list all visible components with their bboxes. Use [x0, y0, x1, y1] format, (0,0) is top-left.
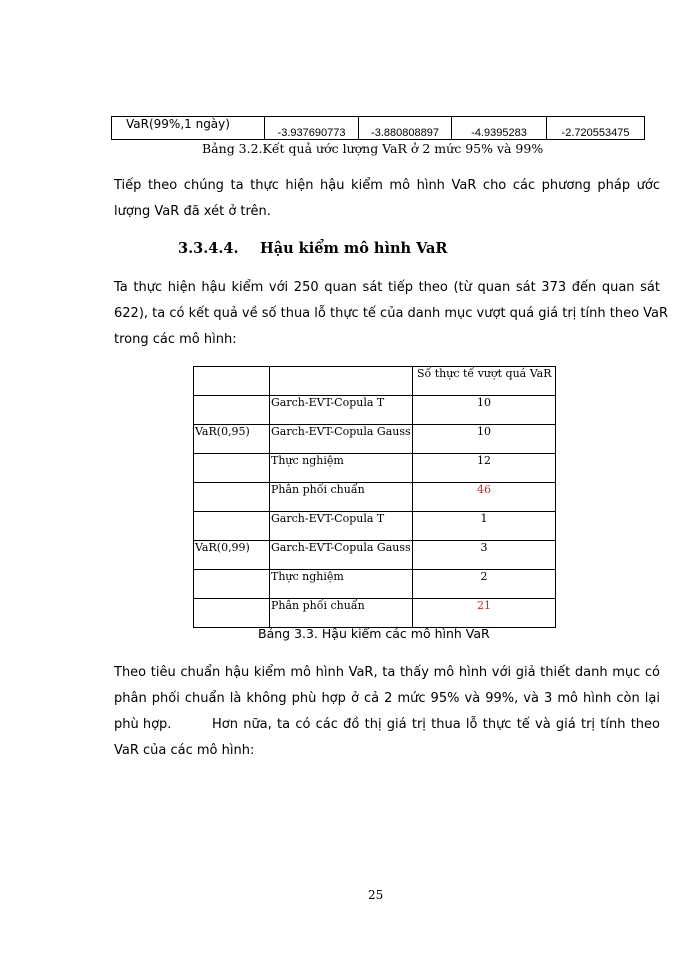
exceed-count-highlight: 21	[413, 599, 556, 628]
column-header: Số thực tế vượt quá VaR	[413, 367, 556, 396]
exceed-count: 10	[413, 396, 556, 425]
model-name: Garch-EVT-Copula T	[270, 512, 413, 541]
value-cell: -4.9395283	[452, 117, 547, 140]
paragraph-line: phù hợp.	[114, 717, 172, 732]
exceed-count: 12	[413, 454, 556, 483]
paragraph-line: 622), ta có kết quả về số thua lỗ thực tế của danh mục vượt quá giá trị tính theo VaR	[114, 306, 669, 321]
model-name: Garch-EVT-Copula Gauss	[270, 541, 413, 570]
exceed-count: 1	[413, 512, 556, 541]
section-number: 3.3.4.4.	[178, 240, 239, 257]
backtest-table	[193, 366, 556, 628]
value-cell: -3.937690773	[265, 117, 359, 140]
value-cell: -2.720553475	[547, 117, 645, 140]
table-caption: Bảng 3.3. Hậu kiểm các mô hình VaR	[258, 626, 490, 641]
row-label: VaR(99%,1 ngày)	[112, 117, 265, 140]
paragraph-line: Theo tiêu chuẩn hậu kiểm mô hình VaR, ta thấy mô hình với giả thiết danh mục có	[114, 665, 660, 680]
section-title: Hậu kiểm mô hình VaR	[260, 240, 448, 257]
table-row	[194, 512, 556, 541]
value-cell: -3.880808897	[359, 117, 452, 140]
exceed-count: 2	[413, 570, 556, 599]
table-row	[194, 570, 556, 599]
table-row	[194, 541, 556, 570]
model-name: Phân phối chuẩn	[270, 483, 413, 512]
model-name: Thực nghiệm	[270, 454, 413, 483]
exceed-count-highlight: 46	[413, 483, 556, 512]
model-name: Garch-EVT-Copula T	[270, 396, 413, 425]
paragraph-line: VaR của các mô hình:	[114, 743, 255, 758]
paragraph-line: Hơn nữa, ta có các đồ thị giá trị thua lỗ thực tế và giá trị tính theo	[212, 717, 660, 732]
model-name: Thực nghiệm	[270, 570, 413, 599]
table-row	[194, 425, 556, 454]
table-row	[194, 599, 556, 628]
table-row	[194, 483, 556, 512]
exceed-count: 10	[413, 425, 556, 454]
model-name: Phân phối chuẩn	[270, 599, 413, 628]
model-name: Garch-EVT-Copula Gauss	[270, 425, 413, 454]
table-row	[194, 396, 556, 425]
table-row	[112, 117, 645, 140]
paragraph-line: phân phối chuẩn là không phù hợp ở cả 2 mức 95% và 99%, và 3 mô hình còn lại	[114, 691, 660, 706]
group-label: VaR(0,99)	[194, 541, 270, 570]
table-caption: Bảng 3.2.Kết quả ước lượng VaR ở 2 mức 95% và 99%	[202, 141, 544, 156]
paragraph-line: lượng VaR đã xét ở trên.	[114, 204, 271, 219]
group-label: VaR(0,95)	[194, 425, 270, 454]
page-number: 25	[368, 888, 384, 902]
paragraph-line: trong các mô hình:	[114, 332, 237, 347]
paragraph-line: Tiếp theo chúng ta thực hiện hậu kiểm mô hình VaR cho các phương pháp ước	[114, 178, 660, 193]
var-estimate-table	[111, 116, 645, 140]
table-row	[194, 454, 556, 483]
exceed-count: 3	[413, 541, 556, 570]
table-header-row	[194, 367, 556, 396]
paragraph-line: Ta thực hiện hậu kiểm với 250 quan sát tiếp theo (từ quan sát 373 đến quan sát	[114, 280, 660, 295]
